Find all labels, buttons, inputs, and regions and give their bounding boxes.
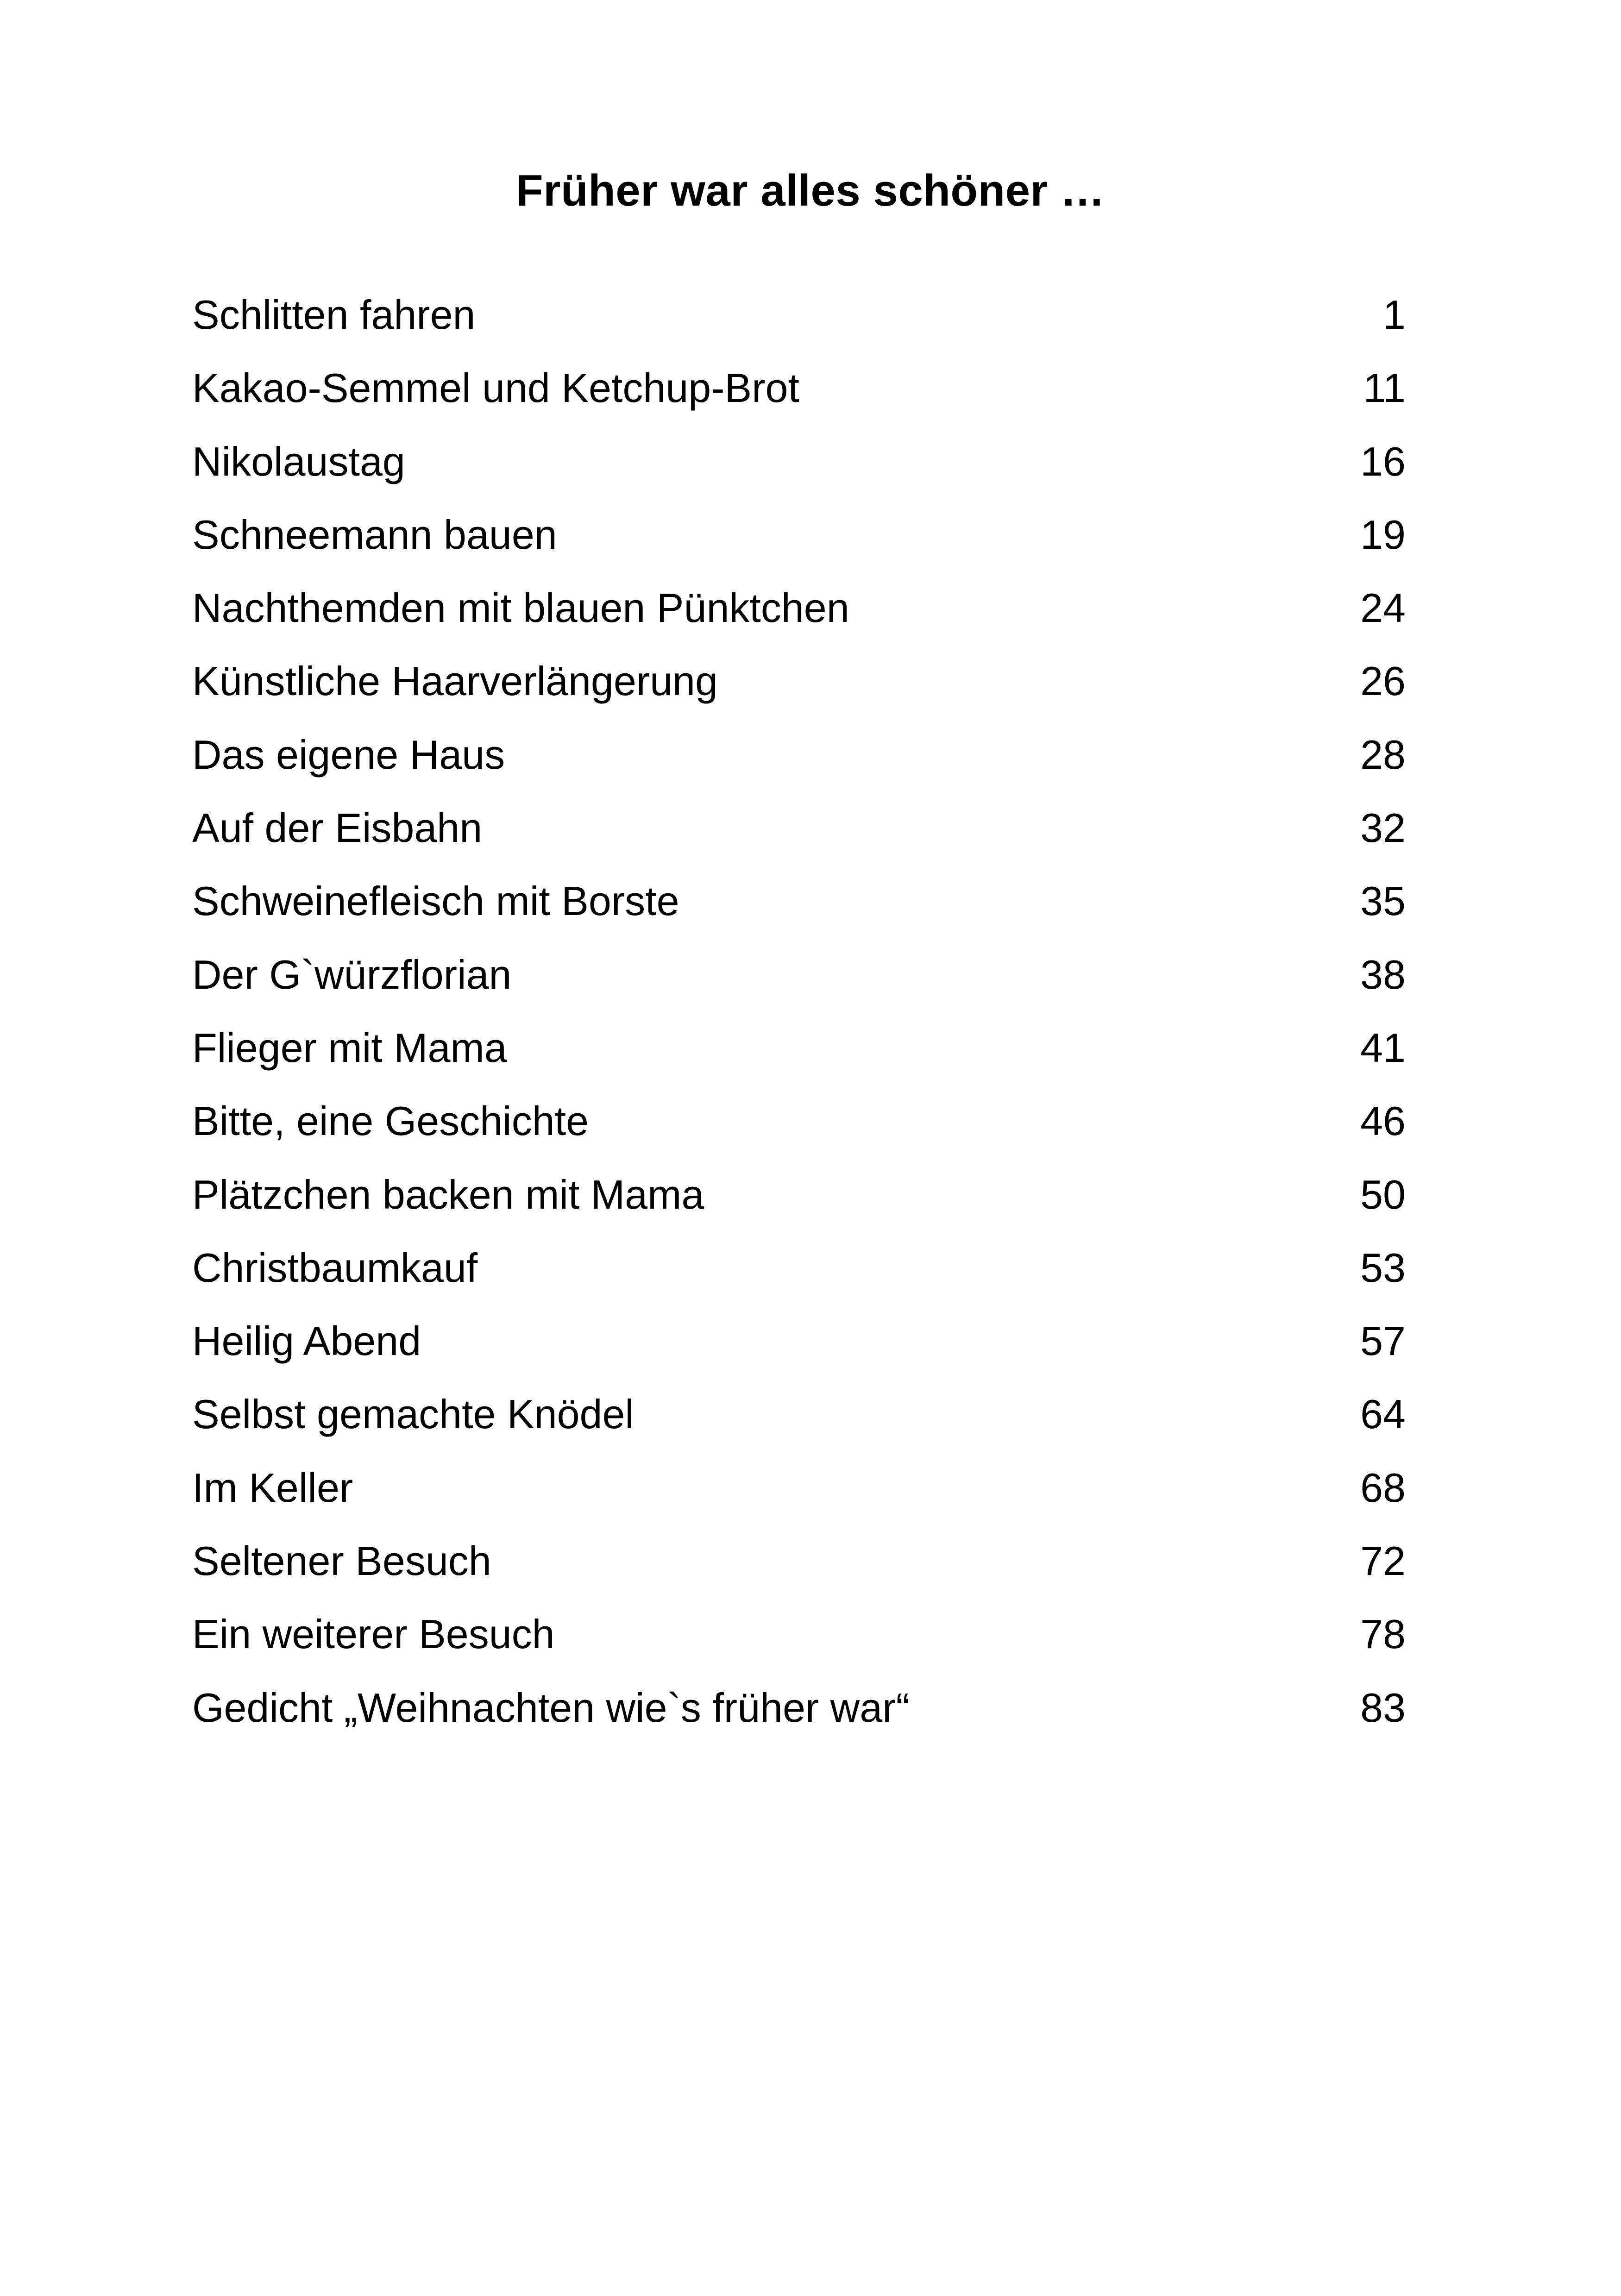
toc-entry <box>192 507 1406 580</box>
toc-entry-page: 41 <box>1360 1024 1406 1071</box>
toc-entry-title: Der G`würzflorian <box>192 951 512 997</box>
toc-entry <box>192 287 1406 360</box>
toc-entry-title: Kakao-Semmel und Ketchup-Brot <box>192 365 799 411</box>
toc-entry <box>192 1313 1406 1386</box>
toc-entry-page: 53 <box>1360 1244 1406 1291</box>
toc-entry <box>192 1240 1406 1313</box>
toc-entry-title: Selbst gemachte Knödel <box>192 1391 634 1437</box>
toc-entry-page: 38 <box>1360 951 1406 997</box>
toc-entry <box>192 1020 1406 1093</box>
toc-entry-page: 72 <box>1360 1538 1406 1584</box>
toc-entry-title: Schneemann bauen <box>192 511 557 558</box>
toc-entry-page: 32 <box>1360 805 1406 851</box>
toc-entry-title: Christbaumkauf <box>192 1244 478 1291</box>
toc-entry-page: 24 <box>1360 585 1406 631</box>
toc-entry <box>192 580 1406 653</box>
toc-entry <box>192 1386 1406 1460</box>
toc-entry <box>192 360 1406 433</box>
toc-entry-title: Heilig Abend <box>192 1318 421 1364</box>
toc-entry-title: Seltener Besuch <box>192 1538 491 1584</box>
toc-entry-page: 46 <box>1360 1098 1406 1144</box>
toc-entry <box>192 653 1406 727</box>
toc-entry <box>192 1533 1406 1606</box>
toc-entry-title: Nikolaustag <box>192 438 405 484</box>
table-of-contents <box>192 287 1406 1753</box>
toc-entry <box>192 947 1406 1020</box>
toc-entry-title: Auf der Eisbahn <box>192 805 483 851</box>
toc-entry-title: Flieger mit Mama <box>192 1024 507 1071</box>
toc-entry-title: Plätzchen backen mit Mama <box>192 1171 704 1217</box>
toc-entry-page: 26 <box>1360 658 1406 704</box>
toc-entry-page: 16 <box>1360 438 1406 484</box>
toc-entry-title: Nachthemden mit blauen Pünktchen <box>192 585 849 631</box>
toc-entry <box>192 1093 1406 1167</box>
toc-entry <box>192 800 1406 873</box>
toc-entry-page: 28 <box>1360 731 1406 778</box>
toc-entry-page: 35 <box>1360 878 1406 924</box>
toc-entry-title: Schweinefleisch mit Borste <box>192 878 679 924</box>
toc-entry <box>192 727 1406 800</box>
toc-entry-title: Gedicht „Weihnachten wie`s früher war“ <box>192 1684 910 1731</box>
toc-entry-title: Ein weiterer Besuch <box>192 1611 555 1657</box>
toc-entry-title: Das eigene Haus <box>192 731 505 778</box>
document-title: Früher war alles schöner … <box>515 166 1106 216</box>
toc-entry-title: Im Keller <box>192 1464 353 1511</box>
toc-entry <box>192 1606 1406 1680</box>
toc-entry <box>192 1167 1406 1240</box>
toc-entry-page: 11 <box>1363 365 1406 411</box>
toc-entry-page: 1 <box>1383 292 1406 338</box>
toc-entry-title: Künstliche Haarverlängerung <box>192 658 718 704</box>
toc-entry-page: 64 <box>1360 1391 1406 1437</box>
toc-entry <box>192 1680 1406 1753</box>
toc-entry <box>192 434 1406 507</box>
toc-entry-page: 50 <box>1360 1171 1406 1217</box>
toc-entry <box>192 1460 1406 1533</box>
toc-entry-page: 19 <box>1360 511 1406 558</box>
toc-entry-page: 83 <box>1360 1684 1406 1731</box>
toc-entry-title: Bitte, eine Geschichte <box>192 1098 589 1144</box>
toc-entry-page: 78 <box>1360 1611 1406 1657</box>
toc-entry-page: 68 <box>1360 1464 1406 1511</box>
toc-entry-page: 57 <box>1360 1318 1406 1364</box>
toc-entry <box>192 873 1406 947</box>
toc-entry-title: Schlitten fahren <box>192 292 476 338</box>
